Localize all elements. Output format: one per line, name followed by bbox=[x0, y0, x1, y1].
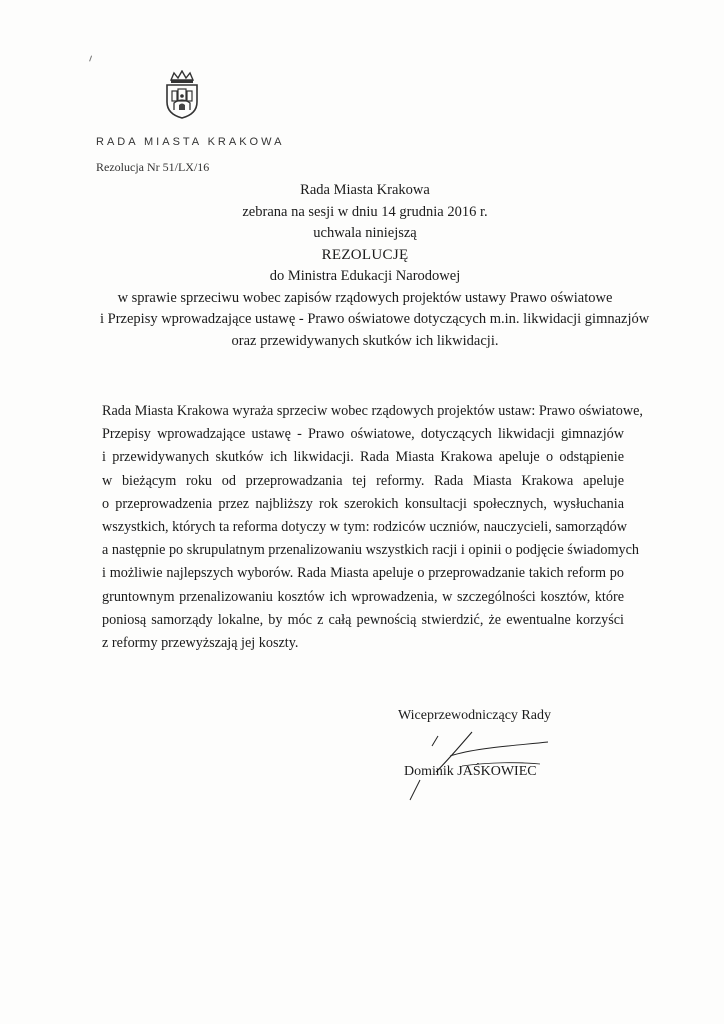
heading-line: zebrana na sesji w dniu 14 grudnia 2016 r. bbox=[242, 203, 488, 220]
body-line: o przeprowadzenia przez najbliższy rok szerokich konsultacji społecznych, wysłuchania bbox=[102, 495, 624, 512]
signatory-name: Dominik JAŚKOWIEC bbox=[404, 764, 537, 779]
signatory-title: Wiceprzewodniczący Rady bbox=[398, 708, 551, 723]
handwritten-signature bbox=[380, 712, 580, 808]
heading-line: oraz przewidywanych skutków ich likwidacji. bbox=[231, 332, 499, 349]
paper-mark bbox=[89, 55, 95, 62]
heading-line: i Przepisy wprowadzające ustawę - Prawo oświatowe dotyczących m.in. likwidacji gimnazjów bbox=[100, 311, 650, 327]
body-line: i możliwie najlepszych wyborów. Rada Miasta apeluje o przeprowadzanie takich reform po bbox=[102, 565, 624, 582]
body-line: a następnie po skrupulatnym przenalizowaniu wszystkich racji i opinii o podjęcie świadomych bbox=[102, 542, 640, 559]
body-line: Przepisy wprowadzające ustawę - Prawo oświatowe, dotyczących likwidacji gimnazjów bbox=[102, 426, 624, 443]
body-line: gruntownym przenalizowaniu kosztów ich wprowadzenia, w szczególności kosztów, które bbox=[102, 588, 624, 605]
body-line: w bieżącym roku od przeprowadzania tej reformy. Rada Miasta Krakowa apeluje bbox=[102, 472, 624, 489]
krakow-coat-of-arms-icon bbox=[162, 70, 202, 120]
body-line: Rada Miasta Krakowa wyraża sprzeciw wobec rządowych projektów ustaw: Prawo oświatowe, bbox=[102, 403, 643, 419]
council-name: RADA MIASTA KRAKOWA bbox=[96, 136, 285, 148]
heading-line: uchwala niniejszą bbox=[313, 225, 417, 241]
heading-line: w sprawie sprzeciwu wobec zapisów rządowych projektów ustawy Prawo oświatowe bbox=[117, 289, 613, 306]
resolution-heading bbox=[100, 180, 650, 352]
heading-line: Rada Miasta Krakowa bbox=[300, 182, 430, 198]
resolution-body bbox=[102, 400, 643, 655]
resolution-number: Rezolucja Nr 51/LX/16 bbox=[96, 160, 210, 174]
document-type-title: REZOLUCJĘ bbox=[321, 246, 409, 263]
body-line: wszystkich, których ta reforma dotyczy w tym: rodziców uczniów, nauczycieli, samorządów bbox=[102, 519, 628, 536]
body-line: poniosą samorządy lokalne, by móc z całą pewnością stwierdzić, że ewentualne korzyści bbox=[102, 611, 624, 628]
heading-line: do Ministra Edukacji Narodowej bbox=[269, 268, 461, 284]
body-line: i przewidywanych skutków ich likwidacji. Rada Miasta Krakowa apeluje o odstąpienie bbox=[102, 449, 624, 466]
body-line: z reformy przewyższają jej koszty. bbox=[102, 635, 299, 652]
